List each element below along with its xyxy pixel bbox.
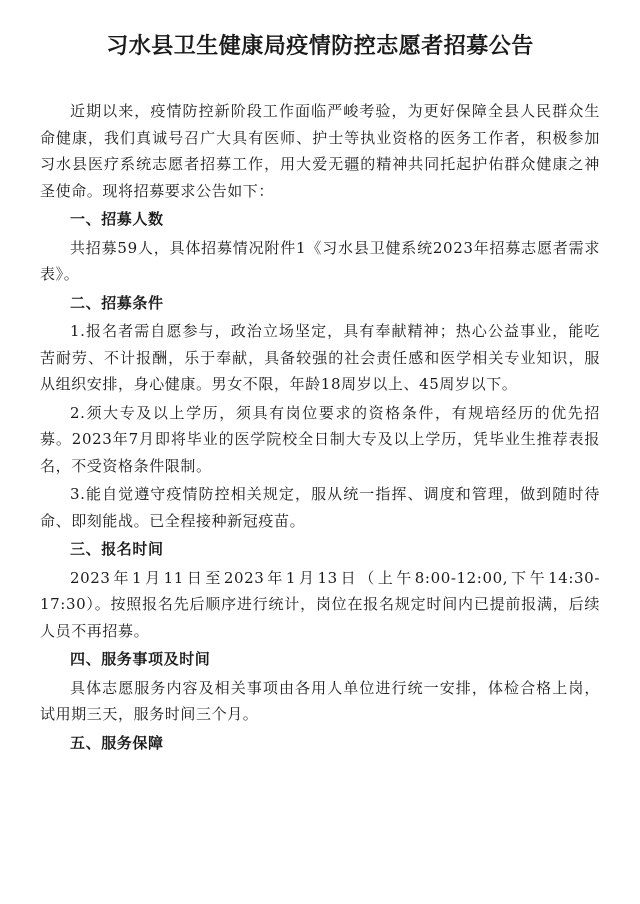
section-paragraph: 3.能自觉遵守疫情防控相关规定，服从统一指挥、调度和管理，做到随时待命、即刻能战。已全程接种新冠疫苗。 xyxy=(40,485,600,530)
section-recruit-count xyxy=(40,206,600,288)
section-paragraph: 2.须大专及以上学历，须具有岗位要求的资格条件，有规培经历的优先招募。2023年7月即将毕业的医学院校全日制大专及以上学历，凭毕业生推荐表报名，不受资格条件限制。 xyxy=(40,403,600,475)
section-heading: 二、招募条件 xyxy=(70,293,164,312)
section-paragraph: 1.报名者需自愿参与，政治立场坚定，具有奉献精神；热心公益事业，能吃苦耐劳、不计报酬，乐于奉献，具备较强的社会责任感和医学相关专业知识，服从组织安排，身心健康。男女不限，年龄18周岁以上、45周岁以下。 xyxy=(40,322,600,393)
section-registration-time xyxy=(40,536,600,644)
section-heading: 一、招募人数 xyxy=(70,210,164,228)
section-recruit-conditions xyxy=(40,290,600,535)
section-service-items xyxy=(40,646,600,728)
section-paragraph: 2023年1月11日至2023年1月13日（上午8:00-12:00,下午14:30-17:30）。按照报名先后顺序进行统计，岗位在报名规定时间内已提前报满，后续人员不再招募。 xyxy=(40,568,600,640)
section-paragraph: 共招募59人，具体招募情况附件1《习水县卫健系统2023年招募志愿者需求表》。 xyxy=(40,238,600,283)
intro-paragraph: 近期以来，疫情防控新阶段工作面临严峻考验，为更好保障全县人民群众生命健康，我们真诚号召广大具有医师、护士等执业资格的医务工作者，积极参加习水县医疗系统志愿者招募工作，用大爱无疆的精神共同托起护佑群众健康之神圣使命。现将招募要求公告如下： xyxy=(40,102,600,200)
section-heading: 五、服务保障 xyxy=(70,733,164,752)
document-title: 习水县卫生健康局疫情防控志愿者招募公告 xyxy=(106,34,534,59)
section-heading: 三、报名时间 xyxy=(70,540,164,558)
section-heading: 四、服务事项及时间 xyxy=(70,650,211,668)
section-service-guarantee xyxy=(40,730,600,757)
section-paragraph: 具体志愿服务内容及相关事项由各用人单位进行统一安排，体检合格上岗，试用期三天，服务时间三个月。 xyxy=(40,678,600,723)
